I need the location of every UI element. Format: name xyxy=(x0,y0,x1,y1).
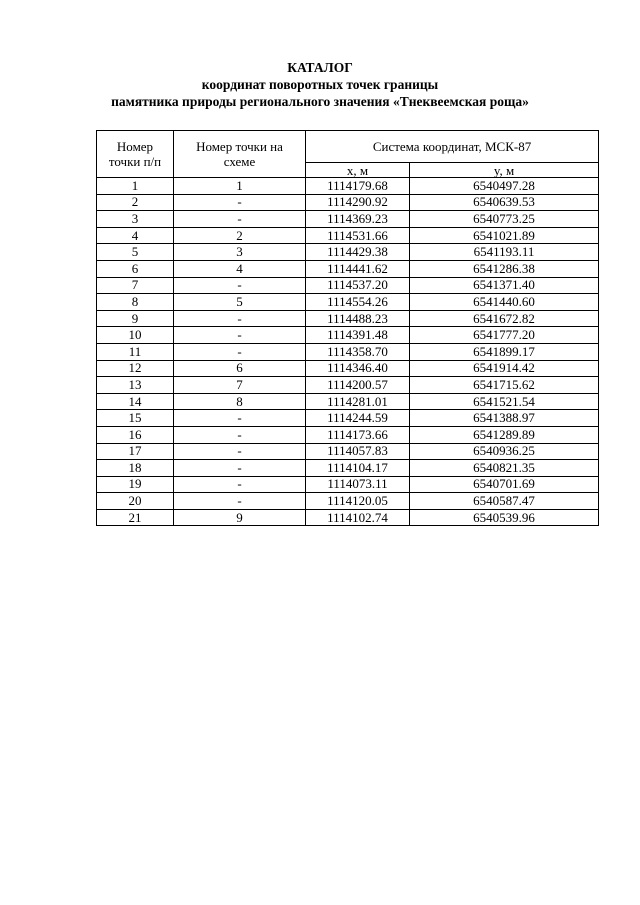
table-row xyxy=(97,343,599,360)
cell-point-number: 8 xyxy=(97,294,174,311)
cell-y: 6540773.25 xyxy=(410,211,599,228)
cell-point-number: 16 xyxy=(97,426,174,443)
header-y: y, м xyxy=(410,163,599,178)
cell-point-number: 11 xyxy=(97,343,174,360)
cell-scheme-number: 7 xyxy=(174,377,306,394)
cell-x: 1114120.05 xyxy=(306,493,410,510)
cell-point-number: 7 xyxy=(97,277,174,294)
cell-point-number: 19 xyxy=(97,476,174,493)
cell-point-number: 18 xyxy=(97,460,174,477)
catalog-title: КАТАЛОГ xyxy=(287,60,353,75)
cell-x: 1114179.68 xyxy=(306,178,410,195)
cell-scheme-number: - xyxy=(174,410,306,427)
table-row xyxy=(97,360,599,377)
cell-y: 6540821.35 xyxy=(410,460,599,477)
cell-y: 6541521.54 xyxy=(410,393,599,410)
cell-x: 1114441.62 xyxy=(306,260,410,277)
cell-scheme-number: 2 xyxy=(174,227,306,244)
table-row xyxy=(97,493,599,510)
cell-y: 6540701.69 xyxy=(410,476,599,493)
table-row xyxy=(97,244,599,261)
cell-x: 1114290.92 xyxy=(306,194,410,211)
cell-y: 6541289.89 xyxy=(410,426,599,443)
cell-y: 6540936.25 xyxy=(410,443,599,460)
cell-y: 6541286.38 xyxy=(410,260,599,277)
cell-point-number: 1 xyxy=(97,178,174,195)
cell-x: 1114104.17 xyxy=(306,460,410,477)
cell-y: 6541371.40 xyxy=(410,277,599,294)
cell-scheme-number: - xyxy=(174,426,306,443)
table-row xyxy=(97,178,599,195)
cell-y: 6540539.96 xyxy=(410,509,599,526)
cell-point-number: 13 xyxy=(97,377,174,394)
table-header-row xyxy=(97,131,599,163)
cell-point-number: 2 xyxy=(97,194,174,211)
cell-point-number: 10 xyxy=(97,327,174,344)
table-row xyxy=(97,476,599,493)
catalog-subtitle-line-1: координат поворотных точек границы xyxy=(201,77,439,92)
cell-x: 1114537.20 xyxy=(306,277,410,294)
cell-x: 1114358.70 xyxy=(306,343,410,360)
table-row xyxy=(97,393,599,410)
table-body xyxy=(97,178,599,526)
cell-scheme-number: 3 xyxy=(174,244,306,261)
table-row xyxy=(97,460,599,477)
cell-x: 1114391.48 xyxy=(306,327,410,344)
header-scheme-number: Номер точки на схеме xyxy=(174,131,306,178)
table-row xyxy=(97,377,599,394)
catalog-subtitle-line-2: памятника природы регионального значения «Тнеквеемская роща» xyxy=(111,94,529,109)
cell-y: 6541388.97 xyxy=(410,410,599,427)
cell-x: 1114102.74 xyxy=(306,509,410,526)
cell-point-number: 3 xyxy=(97,211,174,228)
cell-point-number: 6 xyxy=(97,260,174,277)
cell-point-number: 9 xyxy=(97,310,174,327)
cell-x: 1114173.66 xyxy=(306,426,410,443)
cell-point-number: 20 xyxy=(97,493,174,510)
cell-scheme-number: 1 xyxy=(174,178,306,195)
cell-y: 6541021.89 xyxy=(410,227,599,244)
cell-x: 1114369.23 xyxy=(306,211,410,228)
cell-scheme-number: 8 xyxy=(174,393,306,410)
cell-scheme-number: 4 xyxy=(174,260,306,277)
table-row xyxy=(97,509,599,526)
cell-scheme-number: 6 xyxy=(174,360,306,377)
header-x: x, м xyxy=(306,163,410,178)
cell-scheme-number: 9 xyxy=(174,509,306,526)
table-row xyxy=(97,277,599,294)
cell-x: 1114429.38 xyxy=(306,244,410,261)
cell-point-number: 15 xyxy=(97,410,174,427)
header-point-number: Номер точки п/п xyxy=(97,131,174,178)
cell-y: 6541777.20 xyxy=(410,327,599,344)
cell-scheme-number: - xyxy=(174,327,306,344)
cell-y: 6541914.42 xyxy=(410,360,599,377)
cell-point-number: 17 xyxy=(97,443,174,460)
cell-y: 6541672.82 xyxy=(410,310,599,327)
table-row xyxy=(97,211,599,228)
cell-point-number: 4 xyxy=(97,227,174,244)
cell-x: 1114057.83 xyxy=(306,443,410,460)
cell-x: 1114244.59 xyxy=(306,410,410,427)
cell-x: 1114281.01 xyxy=(306,393,410,410)
table-header xyxy=(97,131,599,178)
cell-y: 6540587.47 xyxy=(410,493,599,510)
cell-scheme-number: - xyxy=(174,476,306,493)
cell-point-number: 21 xyxy=(97,509,174,526)
cell-y: 6541899.17 xyxy=(410,343,599,360)
table-row xyxy=(97,294,599,311)
table-row xyxy=(97,227,599,244)
cell-point-number: 5 xyxy=(97,244,174,261)
table-row xyxy=(97,410,599,427)
catalog-heading xyxy=(0,59,640,110)
cell-scheme-number: 5 xyxy=(174,294,306,311)
table-row xyxy=(97,260,599,277)
header-coordinate-system: Система координат, МСК-87 xyxy=(306,131,599,163)
coordinates-table xyxy=(96,130,599,526)
table-row xyxy=(97,194,599,211)
cell-x: 1114346.40 xyxy=(306,360,410,377)
cell-scheme-number: - xyxy=(174,211,306,228)
table-row xyxy=(97,426,599,443)
cell-x: 1114488.23 xyxy=(306,310,410,327)
cell-scheme-number: - xyxy=(174,194,306,211)
cell-scheme-number: - xyxy=(174,343,306,360)
cell-x: 1114200.57 xyxy=(306,377,410,394)
cell-scheme-number: - xyxy=(174,493,306,510)
cell-scheme-number: - xyxy=(174,460,306,477)
cell-scheme-number: - xyxy=(174,310,306,327)
cell-y: 6540639.53 xyxy=(410,194,599,211)
table-row xyxy=(97,310,599,327)
cell-x: 1114531.66 xyxy=(306,227,410,244)
cell-x: 1114554.26 xyxy=(306,294,410,311)
table-row xyxy=(97,443,599,460)
cell-y: 6541193.11 xyxy=(410,244,599,261)
cell-y: 6541440.60 xyxy=(410,294,599,311)
cell-y: 6541715.62 xyxy=(410,377,599,394)
cell-point-number: 14 xyxy=(97,393,174,410)
table-row xyxy=(97,327,599,344)
cell-x: 1114073.11 xyxy=(306,476,410,493)
cell-point-number: 12 xyxy=(97,360,174,377)
cell-scheme-number: - xyxy=(174,443,306,460)
cell-scheme-number: - xyxy=(174,277,306,294)
cell-y: 6540497.28 xyxy=(410,178,599,195)
